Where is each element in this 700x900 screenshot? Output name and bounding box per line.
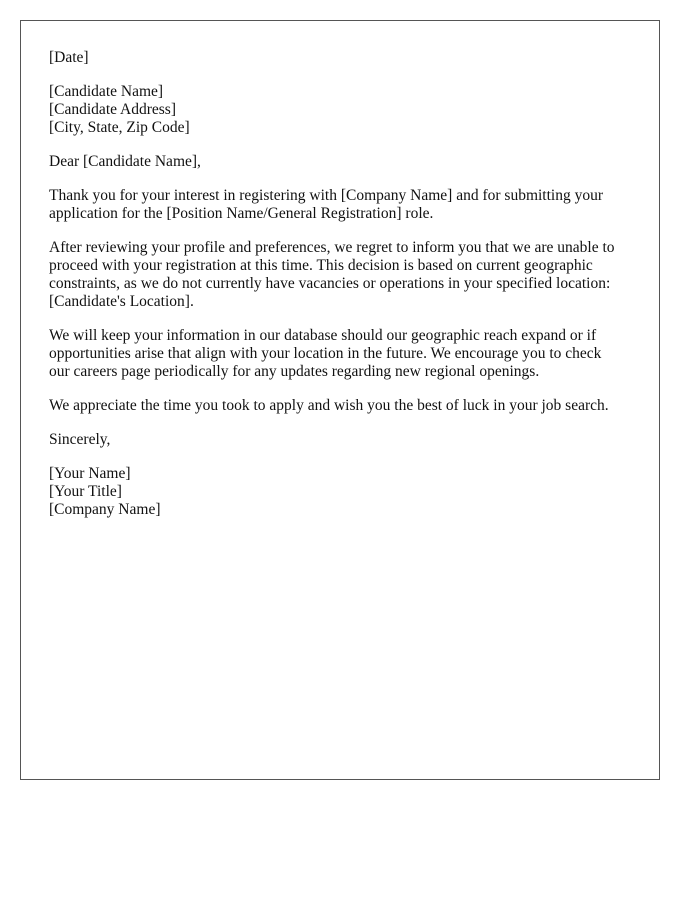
paragraph-appreciation xyxy=(49,397,639,415)
paragraph-line: our careers page periodically for any updates regarding new regional openings. xyxy=(49,363,540,380)
paragraph-line: opportunities arise that align with your location in the future. We encourage you to check xyxy=(49,345,602,362)
paragraph-line: [Candidate's Location]. xyxy=(49,293,194,310)
paragraph-line: application for the [Position Name/General Registration] role. xyxy=(49,205,434,222)
paragraph-line: We appreciate the time you took to apply and wish you the best of luck in your job search. xyxy=(49,397,609,414)
recipient-city-state-zip: [City, State, Zip Code] xyxy=(49,119,190,136)
paragraph-line: After reviewing your profile and preferences, we regret to inform you that we are unable to xyxy=(49,239,615,256)
signature-title: [Your Title] xyxy=(49,483,122,500)
paragraph-thank-you xyxy=(49,187,639,223)
paragraph-line: Thank you for your interest in registering with [Company Name] and for submitting your xyxy=(49,187,604,204)
salutation: Dear [Candidate Name], xyxy=(49,153,201,170)
letter-body xyxy=(49,49,639,535)
date-block xyxy=(49,49,639,67)
letter-page xyxy=(20,20,660,780)
recipient-address: [Candidate Address] xyxy=(49,101,176,118)
salutation-block xyxy=(49,153,639,171)
paragraph-future xyxy=(49,327,639,381)
recipient-address-block xyxy=(49,83,639,137)
signature-company: [Company Name] xyxy=(49,501,161,518)
letter-date: [Date] xyxy=(49,49,89,66)
paragraph-line: We will keep your information in our database should our geographic reach expand or if xyxy=(49,327,597,344)
closing: Sincerely, xyxy=(49,431,111,448)
paragraph-decision xyxy=(49,239,639,311)
paragraph-line: constraints, as we do not currently have vacancies or operations in your specified location: xyxy=(49,275,611,292)
signature-name: [Your Name] xyxy=(49,465,131,482)
closing-block xyxy=(49,431,639,449)
paragraph-line: proceed with your registration at this time. This decision is based on current geographic xyxy=(49,257,593,274)
recipient-name: [Candidate Name] xyxy=(49,83,164,100)
signature-block xyxy=(49,465,639,519)
